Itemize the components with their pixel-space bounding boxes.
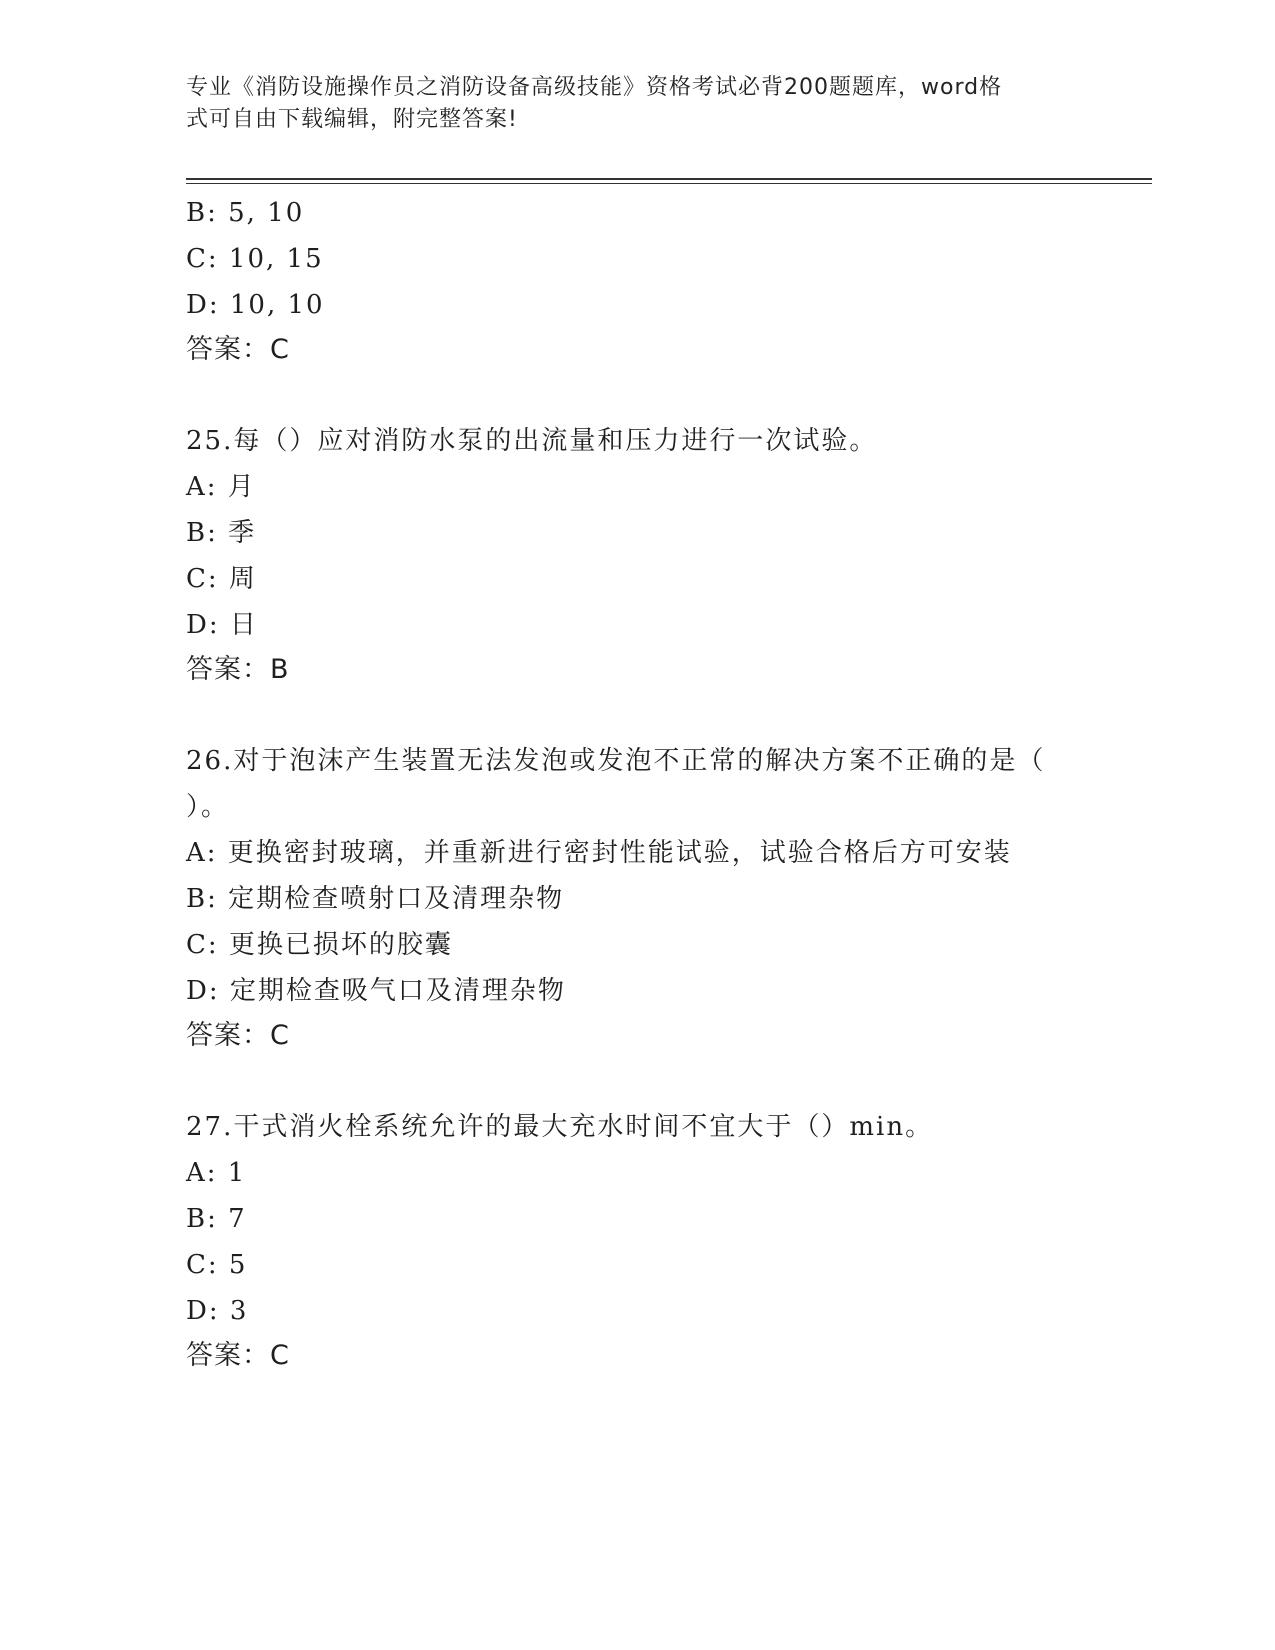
q27-option-d: D: 3 — [186, 1296, 249, 1326]
prev-option-d: D: 10, 10 — [186, 290, 325, 320]
q26-option-a: A: 更换密封玻璃，并重新进行密封性能试验，试验合格后方可安装 — [186, 838, 1012, 868]
q26-answer: 答案：C — [186, 1020, 290, 1051]
q25-option-b: B: 季 — [186, 518, 257, 548]
header-divider — [186, 178, 1152, 180]
q26-question-line-2: ）。 — [186, 792, 230, 822]
prev-option-b: B: 5, 10 — [186, 198, 305, 228]
q26-option-b: B: 定期检查喷射口及清理杂物 — [186, 884, 565, 914]
q25-option-c: C: 周 — [186, 564, 257, 594]
q27-answer: 答案：C — [186, 1340, 290, 1371]
header-title-line-1: 专业《消防设施操作员之消防设备高级技能》资格考试必背200题题库，word格 — [186, 75, 1003, 100]
header-divider-thin — [186, 183, 1152, 184]
q25-question: 25.每（）应对消防水泵的出流量和压力进行一次试验。 — [186, 426, 878, 456]
q27-question: 27.干式消火栓系统允许的最大充水时间不宜大于（）min。 — [186, 1112, 934, 1142]
q25-option-a: A: 月 — [186, 472, 256, 502]
q25-option-d: D: 日 — [186, 610, 258, 640]
q26-option-c: C: 更换已损坏的胶囊 — [186, 930, 453, 960]
prev-answer: 答案：C — [186, 334, 290, 365]
prev-option-c: C: 10, 15 — [186, 244, 324, 274]
document-header — [186, 72, 1066, 136]
q27-option-c: C: 5 — [186, 1250, 248, 1280]
q26-option-d: D: 定期检查吸气口及清理杂物 — [186, 976, 566, 1006]
q26-question-line-1: 26.对于泡沫产生装置无法发泡或发泡不正常的解决方案不正确的是（ — [186, 746, 1046, 776]
q25-answer: 答案：B — [186, 654, 290, 685]
q27-option-a: A: 1 — [186, 1158, 247, 1188]
header-title-line-2: 式可自由下载编辑，附完整答案! — [186, 107, 518, 132]
q27-option-b: B: 7 — [186, 1204, 247, 1234]
